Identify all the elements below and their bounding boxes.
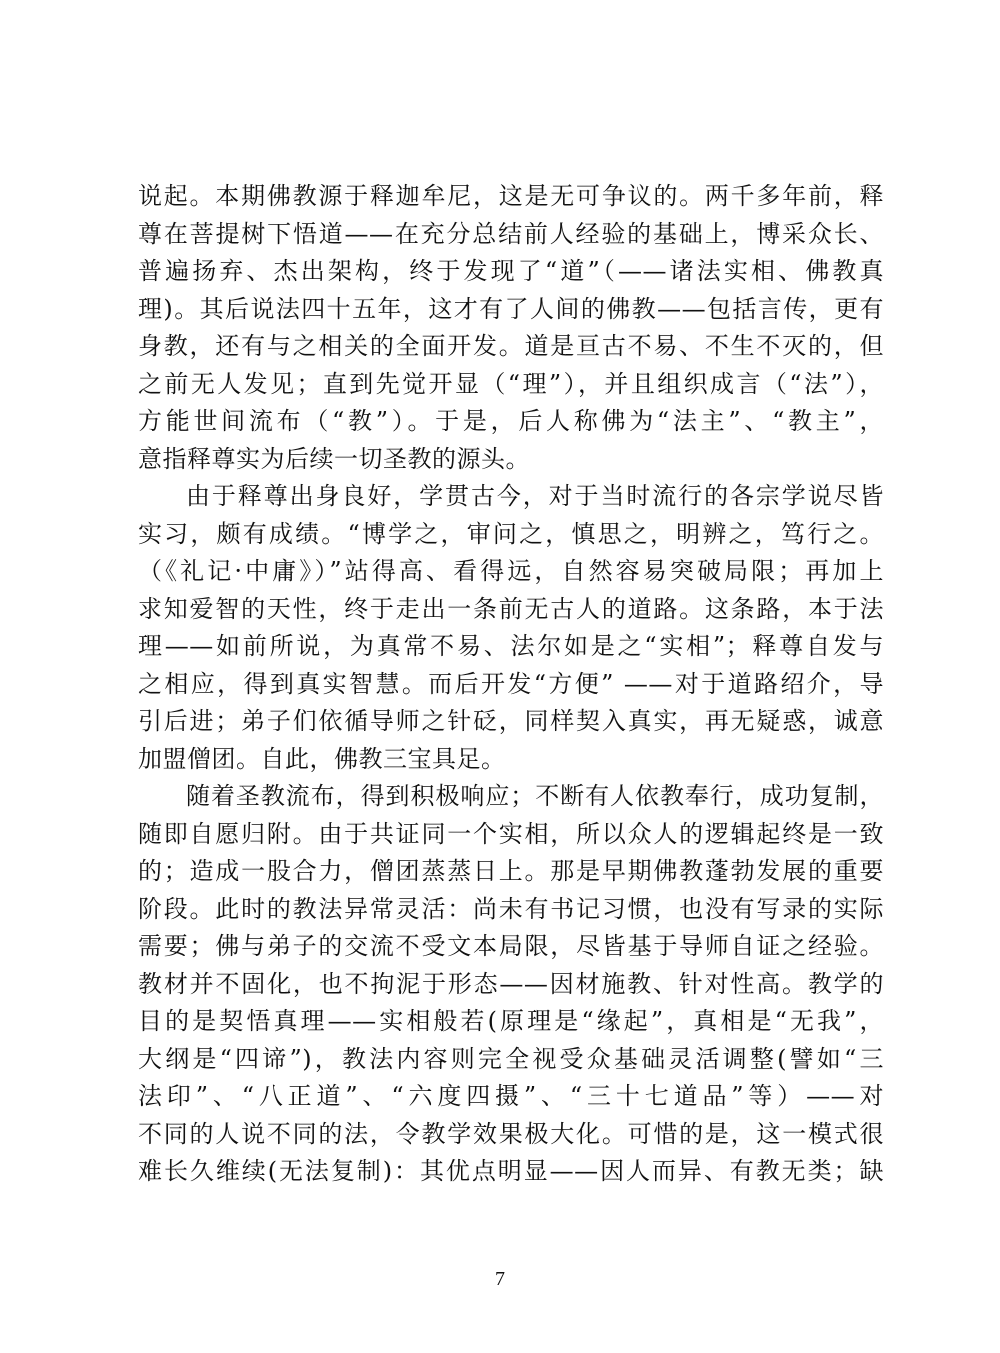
text-line: 法印”、“八正道”、“六度四摄”、“三十七道品”等）——对: [138, 1082, 884, 1110]
text-line: 求知爱智的天性，终于走出一条前无古人的道路。这条路，本于法: [138, 594, 884, 623]
text-line: 大纲是“四谛”)，教法内容则完全视受众基础灵活调整(譬如“三: [138, 1044, 884, 1073]
text-line: 普遍扬弃、杰出架构，终于发现了“道”（——诸法实相、佛教真: [138, 257, 884, 285]
text-line: 理——如前所说，为真常不易、法尔如是之“实相”；释尊自发与: [138, 632, 884, 660]
text-line: 理)。其后说法四十五年，这才有了人间的佛教——包括言传，更有: [138, 294, 884, 323]
page-number: 7: [495, 1268, 505, 1290]
body-text: [138, 178, 884, 1191]
text-line: 实习，颇有成绩。“博学之，审问之，慎思之，明辨之，笃行之。: [138, 519, 884, 548]
text-line: 身教，还有与之相关的全面开发。道是亘古不易、不生不灭的，但: [138, 332, 884, 360]
text-line: 之相应，得到真实智慧。而后开发“方便” ——对于道路绍介，导: [138, 669, 884, 698]
text-line: 教材并不固化，也不拘泥于形态——因材施教、针对性高。教学的: [138, 969, 884, 998]
text-line: 说起。本期佛教源于释迦牟尼，这是无可争议的。两千多年前，释: [138, 182, 884, 210]
paragraph-3: [138, 778, 884, 1191]
text-line: 不同的人说不同的法，令教学效果极大化。可惜的是，这一模式很: [138, 1119, 884, 1148]
text-line: 方能世间流布（“教”）。于是，后人称佛为“法主”、“教主”，: [138, 407, 884, 435]
text-line: 随即自愿归附。由于共证同一个实相，所以众人的逻辑起终是一致: [138, 819, 884, 848]
text-line: 意指释尊实为后续一切圣教的源头。: [138, 444, 530, 473]
text-line: 难长久维续(无法复制)：其优点明显——因人而异、有教无类；缺: [138, 1157, 884, 1185]
text-line: 由于释尊出身良好，学贯古今，对于当时流行的各宗学说尽皆: [186, 482, 884, 510]
text-line: 阶段。此时的教法异常灵活：尚未有书记习惯，也没有写录的实际: [138, 894, 884, 923]
text-line: （《礼记·中庸》）”站得高、看得远，自然容易突破局限；再加上: [138, 557, 884, 585]
text-line: 加盟僧团。自此，佛教三宝具足。: [138, 744, 506, 773]
paragraph-1: [138, 178, 884, 478]
paragraph-2: [138, 478, 884, 778]
text-line: 目的是契悟真理——实相般若(原理是“缘起”，真相是“无我”，: [138, 1007, 884, 1035]
text-line: 之前无人发见；直到先觉开显（“理”），并且组织成言（“法”），: [138, 369, 884, 398]
text-line: 需要；佛与弟子的交流不受文本局限，尽皆基于导师自证之经验。: [138, 932, 884, 960]
text-line: 引后进；弟子们依循导师之针砭，同样契入真实，再无疑惑，诚意: [138, 707, 884, 735]
text-line: 尊在菩提树下悟道——在充分总结前人经验的基础上，博采众长、: [138, 219, 884, 248]
text-line: 随着圣教流布，得到积极响应；不断有人依教奉行，成功复制，: [186, 782, 884, 810]
text-line: 的；造成一股合力，僧团蒸蒸日上。那是早期佛教蓬勃发展的重要: [138, 857, 884, 885]
